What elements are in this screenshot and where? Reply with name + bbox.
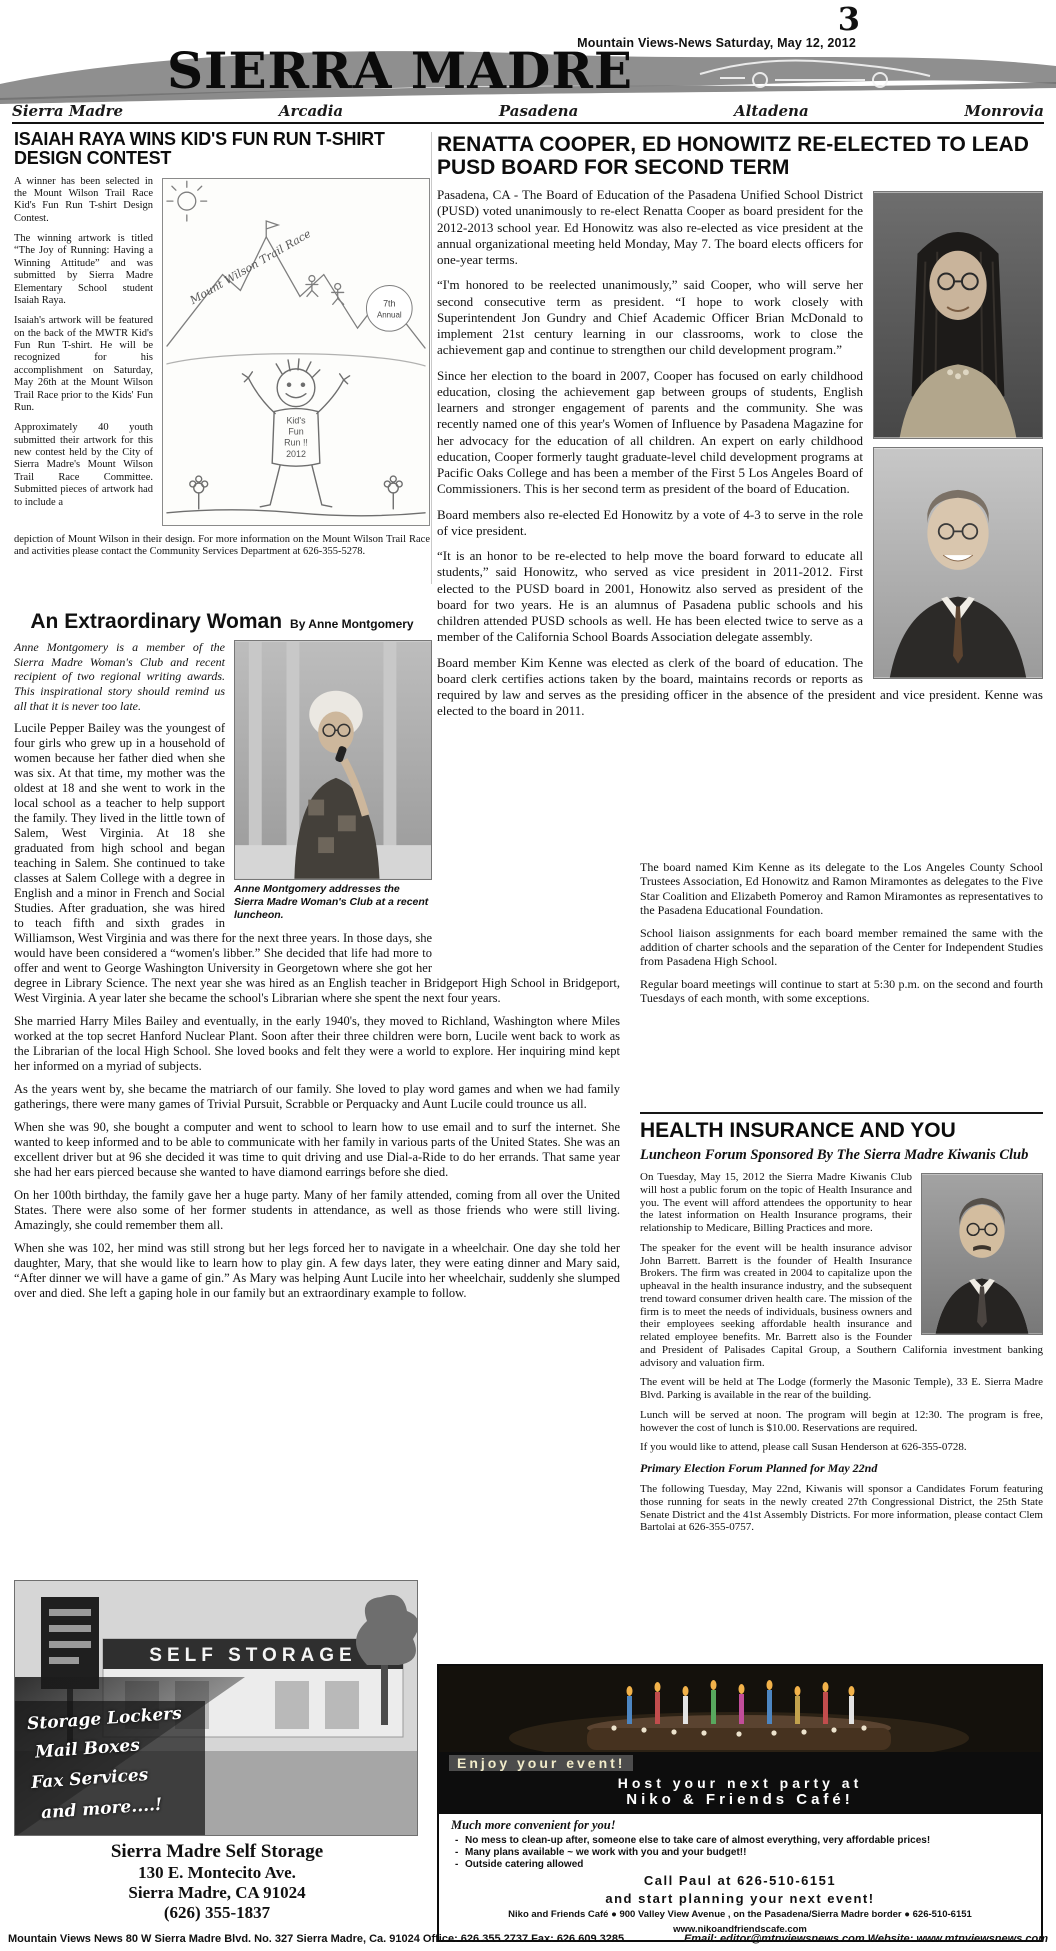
article-paragraph: The following Tuesday, May 22nd, Kiwanis will sponsor a Candidates Forum featuring those running for seats in the newly created 27th Congressional District, the 25th State Senate District and the 41st Assembly Districts. For more information, please contact Clem Bartolai at 626-355-0757. xyxy=(640,1483,1043,1534)
page-footer xyxy=(0,1931,1056,1945)
article-title-health: HEALTH INSURANCE AND YOU xyxy=(640,1119,956,1142)
article-paragraph: Board members also re-elected Ed Honowitz by a vote of 4-3 to serve in the role of vice president. xyxy=(437,506,863,538)
article-paragraph: The board named Kim Kenne as its delegate to the Los Angeles County School Trustees Association, Ed Honowitz and Ramon Miramontes as delegates to the Five Star Coalition and Elizabeth Pomeroy and Ramon Miramontes as representatives to the Pasadena Educational Foundation. xyxy=(640,860,1043,918)
article-paragraph: Isaiah's artwork will be featured on the back of the MWTR Kid's Fun Run T-shirt. He will be recognized for his accomplishment on Saturday, May 26th at the Mount Wilson Trail Race prior to the Kids' Fun Run. xyxy=(14,315,153,413)
storage-sign-text: SELF STORAGE xyxy=(149,1645,357,1666)
svg-text:Fun: Fun xyxy=(288,425,304,436)
article-pusd-board-continued xyxy=(640,860,1043,1014)
city-monrovia: Monrovia xyxy=(964,102,1044,120)
storage-script-line: and more....! xyxy=(40,1794,163,1824)
storage-ad-phone: (626) 355-1837 xyxy=(163,1903,271,1922)
article-paragraph: Pasadena, CA - The Board of Education of the Pasadena Unified School District (PUSD) voted unanimously to re-elect Renatta Cooper as board president for the 2012-2013 school year. Ed Honowitz was also re-elected as vice president at the annual organizational meeting held Monday, May 7. The board elects officers for one-year terms. xyxy=(437,187,863,268)
storage-ad-name: Sierra Madre Self Storage xyxy=(110,1841,324,1862)
cafe-ad-name-line: Niko & Friends Café! xyxy=(626,1791,854,1808)
storage-script-line: Mail Boxes xyxy=(34,1735,141,1763)
footer-masthead-info: Mountain Views News 80 W Sierra Madre Blvd. No. 327 Sierra Madre, Ca. 91024 Office: 626.355.2737 Fax: 626.609.3285 xyxy=(8,1933,625,1945)
storage-script-line: Fax Services xyxy=(30,1764,149,1794)
article-paragraph: Approximately 40 youth submitted their artwork for this new contest held by the City of Sierra Madre's Mount Wilson Trail Race Committee. Submitted pieces of artwork had to include a xyxy=(14,422,153,508)
article-paragraph: On her 100th birthday, the family gave her a huge party. Many of her family attended, coming from all over the United States. There were also some of her former students in attendance, as well as those friends who were still living. Amazingly, she could remember them all. xyxy=(14,1188,620,1233)
city-arcadia: Arcadia xyxy=(278,102,344,120)
dateline: Mountain Views-News Saturday, May 12, 2012 xyxy=(577,36,856,50)
section-divider xyxy=(640,1112,1043,1114)
cafe-ad-host-line: Host your next party at xyxy=(617,1775,863,1791)
article-paragraph: As the years went by, she became the matriarch of our family. She loved to play word games and when we had family gatherings, there were many games of Trivial Pursuit, Scrabble or Perquacky and Aunt Lucile could trounce us all. xyxy=(14,1082,620,1112)
cafe-ad-bullet: - Many plans available ~ we work with you and your budget!! xyxy=(451,1847,1029,1859)
city-pasadena: Pasadena xyxy=(498,102,579,120)
column-rule xyxy=(431,132,432,584)
article-paragraph: Lunch will be served at noon. The program will begin at 12:30. The program is free, however the cost of lunch is $10.00. Reservations are required. xyxy=(640,1408,1043,1434)
article-isaiah-raya xyxy=(14,130,430,566)
photo-caption: Anne Montgomery addresses the Sierra Madre Woman's Club at a recent luncheon. xyxy=(234,883,429,922)
article-paragraph: School liaison assignments for each board member remained the same with the addition of charter schools and the separation of the Center for Independent Studies from Pasadena High School. xyxy=(640,925,1043,969)
article-paragraph: She married Harry Miles Bailey and eventually, in the early 1940's, they moved to Richland, Washington where Miles worked at the top secret Hanford Nuclear Plant. Soon after their three children were born, Lucile went back to work as the Librarian of the local High School. She loved books and felt they were a world to explore. Her inquiring mind kept her informed on a myriad of subjects. xyxy=(14,1014,620,1074)
drawing-7th-annual-badge xyxy=(366,285,412,331)
ed-honowitz-photo xyxy=(873,447,1043,679)
article-subtitle: Luncheon Forum Sponsored By The Sierra Madre Kiwanis Club xyxy=(640,1147,1029,1164)
article-paragraph: Since her election to the board in 2007, Cooper has focused on early childhood education, closing the achievement gap between groups of students, English learners and stronger engagement of parents and the community. She was recently named one of this year's Women of Influence by Pasadena Magazine for her advocacy for the education of all children. An expert on early childhood education, Cooper formerly taught graduate-level child development programs at Pacific Oaks College and has been a member of the First 5 Los Angeles Board of Commissioners. This is her second term as president of the board of Education. xyxy=(437,367,863,497)
cafe-ad-bullet: - No mess to clean-up after, someone else to take care of almost everything, very affordable prices! xyxy=(451,1835,1029,1847)
article-paragraph: When she was 90, she bought a computer and went to school to learn how to use email and to surf the internet. She wanted to keep informed and to be able to communicate with her family in various parts of the United States. She was an excellent driver but at 96 she decided it was time to quit driving and use Dial-a-Ride to do her errands. That same year she had her ears pierced because she wanted to have diamond earrings before she died. xyxy=(14,1120,620,1180)
page-number: 3 xyxy=(837,0,860,38)
birthday-cake-photo xyxy=(439,1666,1041,1752)
cafe-ad-info-line: Niko and Friends Café ● 900 Valley View Avenue , on the Pasadena/Sierra Madre border ● 626-510-6151 xyxy=(508,1909,972,1921)
article-paragraph: Board member Kim Kenne was elected as clerk of the board of education. The board clerk certifies actions taken by the board, maintains records or reports as required by law and serves as the presiding officer in the absence of the president and vice president. Kenne was elected to the board in 2011. xyxy=(437,654,1043,719)
article-title-isaiah: ISAIAH RAYA WINS KID'S FUN RUN T-SHIRT DESIGN CONTEST xyxy=(14,129,385,169)
article-paragraph: The speaker for the event will be health insurance advisor John Barrett. Barrett is the founder of Health Insurance Brokers. The firm was created in 2004 to capitalize upon the upheaval in the health insurance industry, and the subsequent trend toward consumer driven health care. The mission of the firm is to meet the needs of individuals, business owners and their employees seeking affordable health insurance and related employee benefits. Mr. Barrett also is the Founder and President of Palisades Capital Group, a Southern California investment banking advisory and valuation firm. xyxy=(640,1241,1043,1369)
renatta-cooper-photo xyxy=(873,191,1043,439)
storage-ad-city: Sierra Madre, CA 91024 xyxy=(128,1883,306,1902)
article-health-insurance xyxy=(640,1120,1043,1541)
city-sierra-madre: Sierra Madre xyxy=(12,102,124,120)
niko-friends-cafe-ad xyxy=(437,1664,1043,1942)
article-paragraph: A winner has been selected in the Mount Wilson Trail Race Kid's Fun Run T-shirt Design Contest. xyxy=(14,175,153,224)
region-nav-strip xyxy=(12,102,1044,124)
article-paragraph: The winning artwork is titled “The Joy of Running: Having a Winning Attitude” and was submitted by Sierra Madre Elementary School student Isaiah Raya. xyxy=(14,233,153,306)
article-paragraph: “I'm honored to be reelected unanimously,” said Cooper, who will serve her second consecutive term as president. “I hope to work closely with Superintendent Jon Gundry and Chief Academic Officer Brian McDonald to implement 21st century learning in our classrooms, work to close the achievement gap and continue to strengthen our child development program.” xyxy=(437,277,863,358)
forum-subheading: Primary Election Forum Planned for May 22nd xyxy=(640,1461,878,1476)
article-paragraph: “It is an honor to be re-elected to help move the board forward to educate all students,” said Honowitz, who served as vice president in 2011-2012. First elected to the PUSD board in 2001, Honowitz also served as president of the board for two years. He is an alumnus of Pasadena public schools and his children attended PUSD schools as well. He has been elected twice to serve as a member of the California School Boards Association delegate assembly. xyxy=(437,548,863,645)
article-extraordinary-woman xyxy=(14,610,620,1309)
article-title-extraordinary-woman: An Extraordinary Woman xyxy=(30,610,283,633)
cafe-ad-enjoy-line: Enjoy your event! xyxy=(449,1755,633,1771)
storage-script-line: Storage Lockers xyxy=(26,1703,183,1735)
article-paragraph: Regular board meetings will continue to start at 5:30 p.m. on the second and fourth Tuesdays of each month, with some exceptions. xyxy=(640,976,1043,1006)
article-paragraph: When she was 102, her mind was still strong but her legs forced her to navigate in a wheelchair. One day she told her daughter, Mary, that she would like to learn how to play gin. A few days later, they were eating dinner and Mary said, “After dinner we will have a game of gin.” As Mary was helping Aunt Lucile into her wheelchair, suddenly she slumped over and died. She left a gaping hole in our family but an extraordinary example to follow. xyxy=(14,1241,620,1301)
article-intro: Anne Montgomery is a member of the Sierra Madre Woman's Club and recent recipient of two regional writing awards. This inspirational story should remind us all that it is never too late. xyxy=(14,640,225,713)
drawing-shirt-text xyxy=(284,415,308,459)
john-barrett-photo xyxy=(921,1173,1043,1335)
article-paragraph: On Tuesday, May 15, 2012 the Sierra Madre Kiwanis Club will host a public forum on the topic of Health Insurance and you. The event will afford attendees the opportunity to hear the latest information on Health Insurance programs, their relationship to Medicare, Billing Practices and more. xyxy=(640,1171,912,1235)
article-paragraph: If you would like to attend, please call Susan Henderson at 626-355-0728. xyxy=(640,1441,967,1454)
article-title-pusd: RENATTA COOPER, ED HONOWITZ RE-ELECTED TO LEAD PUSD BOARD FOR SECOND TERM xyxy=(437,133,1029,180)
article-byline: By Anne Montgomery xyxy=(290,617,414,631)
footer-contact-info: Email: editor@mtnviewsnews.com Website: www.mtnviewsnews.com xyxy=(683,1933,1048,1945)
cafe-ad-call-line2: and start planning your next event! xyxy=(605,1891,875,1907)
article-paragraph: The event will be held at The Lodge (formerly the Masonic Temple), 33 E. Sierra Madre Blvd. Parking is available in the rear of the building. xyxy=(640,1376,1043,1402)
cafe-ad-bullet: - Outside catering allowed xyxy=(451,1859,1029,1871)
self-storage-photo xyxy=(14,1580,418,1836)
layout-spacer xyxy=(432,640,620,962)
svg-text:7th: 7th xyxy=(383,297,396,308)
cafe-ad-tagline: Much more convenient for you! xyxy=(451,1818,616,1832)
self-storage-ad xyxy=(14,1580,420,1923)
storage-ad-address: 130 E. Montecito Ave. xyxy=(138,1863,296,1882)
svg-text:Annual: Annual xyxy=(376,309,402,319)
drawing-arc-text: Mount Wilson Trail Race xyxy=(187,226,314,307)
cafe-ad-call-line: Call Paul at 626-510-6151 xyxy=(643,1873,837,1889)
svg-text:2012: 2012 xyxy=(286,448,306,459)
article-paragraph: depiction of Mount Wilson in their design. For more information on the Mount Wilson Trail Race and activities please contact the Community Services Department at 626-355-5278. xyxy=(14,533,430,557)
cafe-ad-website: www.nikoandfriendscafe.com xyxy=(673,1923,807,1935)
anne-montgomery-photo xyxy=(234,640,432,922)
svg-text:Kid's: Kid's xyxy=(286,414,306,425)
article-paragraph: Lucile Pepper Bailey was the youngest of four girls who grew up in a household of women because her father died when she was six. At that time, my mother was the oldest at 18 and she went to work in the local school as a teacher to help support the family. They lived in the little town of Salem, West Virginia. At 18 she graduated from high school and began teaching in Salem. She continued to take classes at Salem College with a degree in English and a minor in French and Social Studies. After graduation, she was hired to teach fifth and sixth grades in Williamson, West Virginia and was there for the next three years. In those days, she would have been considered a “women's libber.” She decided that life had more to offer and went to George Washington University in Georgetown where she got her degree in Library Science. The next year she was hired as an English teacher in Bridgeport High School in Bridgeport, West Virginia. A year later she became the school's Librarian where she spent the next four years. xyxy=(14,721,620,1006)
svg-text:Run !!: Run !! xyxy=(284,436,308,447)
city-altadena: Altadena xyxy=(734,102,809,120)
kids-t-shirt-drawing-image xyxy=(162,178,430,526)
masthead-title: SIERRA MADRE xyxy=(166,41,634,100)
